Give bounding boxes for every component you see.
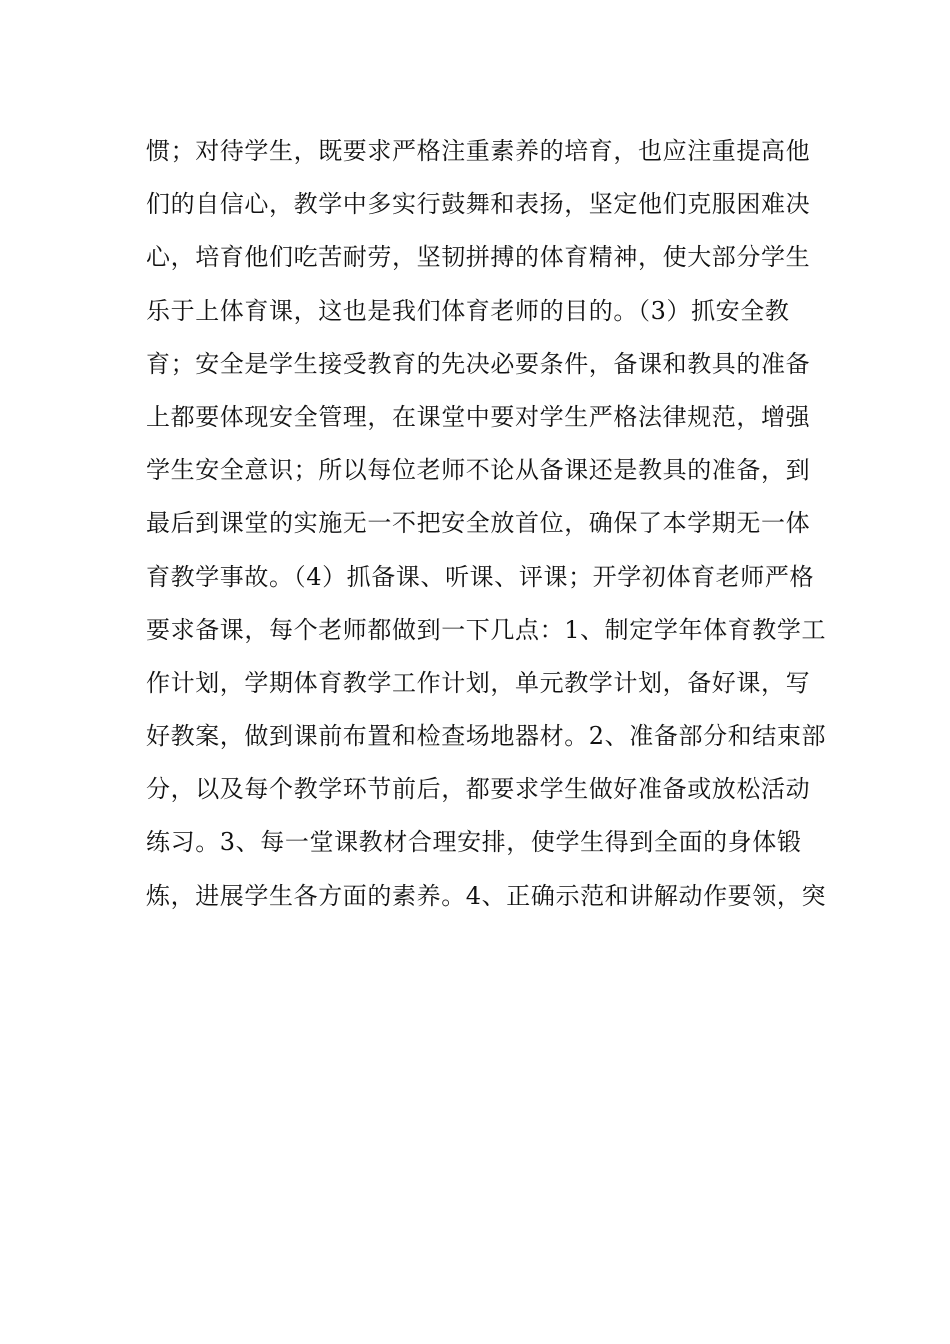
text-line-10: 要求备课，每个老师都做到一下几点：1、制定学年体育教学工 [146,615,827,644]
text-line-9: 育教学事故。（4）抓备课、听课、评课；开学初体育老师严格 [146,562,815,591]
text-line-4: 乐于上体育课，这也是我们体育老师的目的。（3）抓安全教 [146,296,790,325]
text-line-8: 最后到课堂的实施无一不把安全放首位，确保了本学期无一体 [146,509,811,538]
text-line-5: 育；安全是学生接受教育的先决必要条件，备课和教具的准备 [146,349,811,378]
text-line-3: 心，培育他们吃苦耐劳，坚韧拼搏的体育精神，使大部分学生 [146,243,811,272]
text-line-11: 作计划，学期体育教学工作计划，单元教学计划，备好课，写 [146,668,811,697]
text-line-2: 们的自信心，教学中多实行鼓舞和表扬，坚定他们克服困难决 [146,190,811,219]
text-line-12: 好教案，做到课前布置和检查场地器材。2、准备部分和结束部 [146,722,827,751]
text-line-1: 惯；对待学生，既要求严格注重素养的培育，也应注重提高他 [146,137,811,165]
text-line-13: 分，以及每个教学环节前后，都要求学生做好准备或放松活动 [146,775,811,804]
text-line-7: 学生安全意识；所以每位老师不论从备课还是教具的准备，到 [146,456,811,485]
text-line-14: 练习。3、每一堂课教材合理安排，使学生得到全面的身体锻 [146,828,802,857]
text-line-15: 炼，进展学生各方面的素养。4、正确示范和讲解动作要领，突 [146,881,827,910]
body-text [146,125,826,923]
text-line-6: 上都要体现安全管理，在课堂中要对学生严格法律规范，增强 [146,402,811,431]
